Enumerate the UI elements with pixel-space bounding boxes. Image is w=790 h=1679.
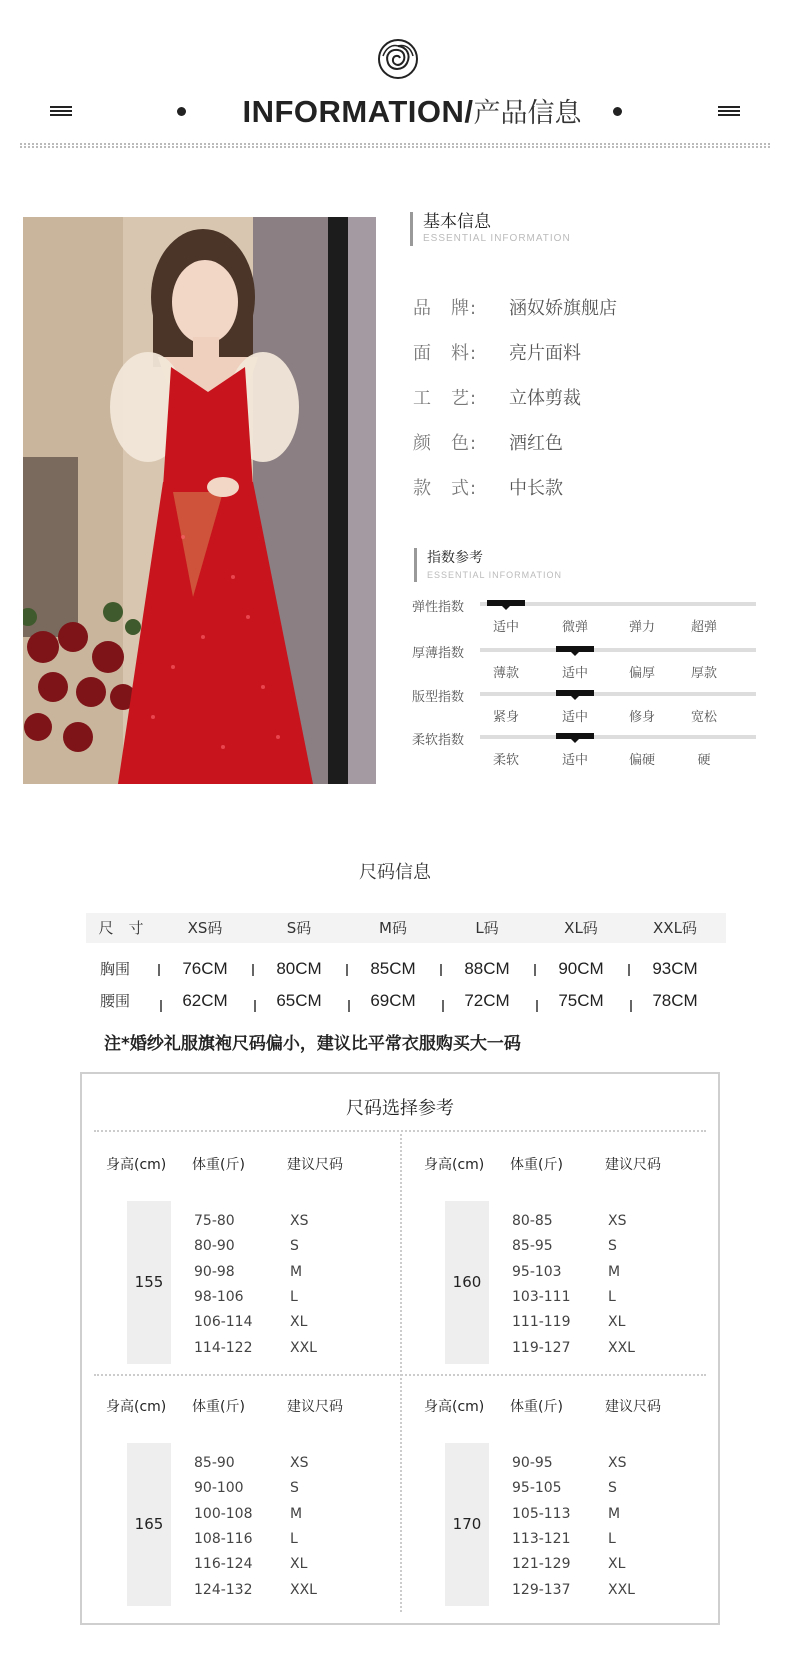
weight-range: 90-95 <box>512 1455 553 1471</box>
size-header-cell: S码 <box>286 919 312 937</box>
weight-range: 105-113 <box>512 1505 571 1522</box>
index-option: 适中 <box>492 620 519 635</box>
size-header-cell: XXL码 <box>653 919 697 937</box>
weight-range: 75-80 <box>194 1213 235 1229</box>
info-value: 中长款 <box>509 478 563 499</box>
info-value: 亮片面料 <box>509 343 581 364</box>
suggested-size: L <box>608 1530 616 1547</box>
reference-column-header: 建议尺码 <box>605 1157 661 1173</box>
info-label: 品 牌: <box>413 298 478 319</box>
weight-range: 114-122 <box>194 1339 253 1356</box>
size-cell: 93CM <box>652 959 698 978</box>
index-option: 弹力 <box>628 620 655 635</box>
weight-range: 103-111 <box>512 1288 571 1305</box>
reference-column-header: 体重(斤) <box>510 1399 563 1415</box>
weight-range: 124-132 <box>194 1581 253 1598</box>
index-option: 修身 <box>628 710 655 725</box>
index-option: 适中 <box>561 666 588 681</box>
suggested-size: L <box>608 1288 616 1305</box>
size-cell: 62CM <box>182 991 228 1010</box>
weight-range: 95-103 <box>512 1263 562 1280</box>
weight-range: 90-100 <box>194 1480 244 1497</box>
info-row-fabric <box>413 339 581 364</box>
index-track <box>480 692 756 696</box>
info-value: 立体剪裁 <box>509 388 581 409</box>
suggested-size: XS <box>290 1213 309 1229</box>
info-row-brand <box>413 294 617 319</box>
size-cell: 88CM <box>464 959 510 978</box>
size-cell: 69CM <box>370 991 416 1010</box>
suggested-size: XL <box>290 1314 308 1331</box>
rose-icon <box>377 38 419 80</box>
index-label: 版型指数 <box>412 690 465 705</box>
info-label: 款 式: <box>413 478 478 499</box>
weight-range: 129-137 <box>512 1581 571 1598</box>
suggested-size: S <box>608 1480 617 1497</box>
index-track <box>480 602 756 606</box>
size-info-title: 尺码信息 <box>359 862 431 883</box>
reference-column-header: 建议尺码 <box>287 1399 343 1415</box>
suggested-size: S <box>290 1238 299 1255</box>
reference-column-header: 体重(斤) <box>192 1399 245 1415</box>
weight-range: 113-121 <box>512 1530 571 1547</box>
index-option: 偏硬 <box>628 753 655 768</box>
index-option: 超弹 <box>690 620 717 635</box>
weight-range: 121-129 <box>512 1556 571 1573</box>
weight-range: 111-119 <box>512 1314 571 1331</box>
weight-range: 119-127 <box>512 1339 571 1356</box>
page-title <box>212 92 612 132</box>
reference-column-header: 身高(cm) <box>424 1157 485 1173</box>
size-cell: 76CM <box>182 959 228 978</box>
index-option: 宽松 <box>690 710 717 725</box>
suggested-size: L <box>290 1530 298 1547</box>
weight-range: 85-90 <box>194 1455 235 1471</box>
info-row-color <box>413 429 563 454</box>
size-cell: 65CM <box>276 991 322 1010</box>
index-option: 适中 <box>561 753 588 768</box>
reference-column-header: 体重(斤) <box>510 1157 563 1173</box>
size-cell: 75CM <box>558 991 604 1010</box>
index-option: 适中 <box>561 710 588 725</box>
size-header-cell: XS码 <box>187 919 223 937</box>
index-option: 柔软 <box>492 753 519 768</box>
product-photo <box>23 217 376 784</box>
suggested-size: M <box>290 1263 303 1280</box>
index-option: 微弹 <box>561 620 588 635</box>
info-row-craft <box>413 384 581 409</box>
basic-info-subtitle: ESSENTIAL INFORMATION <box>423 233 571 244</box>
suggested-size: S <box>290 1480 299 1497</box>
reference-column-header: 身高(cm) <box>106 1157 167 1173</box>
bullet-dot-icon <box>613 107 622 116</box>
height-value: 160 <box>445 1201 489 1364</box>
reference-column-header: 建议尺码 <box>287 1157 343 1173</box>
index-option: 紧身 <box>492 710 519 725</box>
header-bar <box>50 92 740 132</box>
size-reference-box <box>80 1072 720 1625</box>
page-title-en: INFORMATION/ <box>242 94 474 129</box>
info-value: 酒红色 <box>509 433 563 454</box>
size-cell: 85CM <box>370 959 416 978</box>
reference-column-header: 身高(cm) <box>424 1399 485 1415</box>
height-value: 155 <box>127 1201 171 1364</box>
weight-range: 108-116 <box>194 1530 253 1547</box>
header-divider <box>20 143 770 148</box>
size-cell: 78CM <box>652 991 698 1010</box>
index-option: 硬 <box>697 753 711 768</box>
suggested-size: XXL <box>290 1581 317 1598</box>
info-value: 涵奴娇旗舰店 <box>509 298 617 319</box>
index-track <box>480 648 756 652</box>
menu-lines-icon <box>50 106 72 116</box>
weight-range: 85-95 <box>512 1238 553 1255</box>
reference-column-header: 建议尺码 <box>605 1399 661 1415</box>
menu-lines-icon <box>718 106 740 116</box>
index-ref-heading <box>414 548 562 582</box>
suggested-size: XL <box>608 1314 626 1331</box>
suggested-size: XXL <box>608 1581 635 1598</box>
info-row-style <box>413 474 563 499</box>
info-label: 颜 色: <box>413 433 478 454</box>
index-marker <box>556 646 594 652</box>
index-option: 厚款 <box>690 666 717 681</box>
size-reference-group <box>102 1154 402 1384</box>
suggested-size: M <box>290 1505 303 1522</box>
height-value: 170 <box>445 1443 489 1606</box>
index-option: 偏厚 <box>628 666 655 681</box>
weight-range: 80-90 <box>194 1238 235 1255</box>
size-row-label: 胸围 <box>100 960 131 978</box>
index-option: 薄款 <box>492 666 519 681</box>
height-value: 165 <box>127 1443 171 1606</box>
weight-range: 95-105 <box>512 1480 562 1497</box>
size-header-cell: M码 <box>379 919 407 937</box>
size-row-label: 腰围 <box>100 992 131 1010</box>
suggested-size: XXL <box>608 1339 635 1356</box>
size-reference-group <box>102 1396 402 1626</box>
size-reference-title: 尺码选择参考 <box>346 1098 454 1119</box>
info-label: 面 料: <box>413 343 478 364</box>
suggested-size: L <box>290 1288 298 1305</box>
bullet-dot-icon <box>177 107 186 116</box>
basic-info-heading <box>410 212 571 246</box>
weight-range: 116-124 <box>194 1556 253 1573</box>
reference-column-header: 身高(cm) <box>106 1399 167 1415</box>
size-cell: 72CM <box>464 991 510 1010</box>
index-label: 弹性指数 <box>412 600 465 615</box>
suggested-size: XXL <box>290 1339 317 1356</box>
size-cell: 90CM <box>558 959 604 978</box>
index-label: 厚薄指数 <box>412 646 465 661</box>
index-marker <box>556 690 594 696</box>
suggested-size: S <box>608 1238 617 1255</box>
reference-column-header: 体重(斤) <box>192 1157 245 1173</box>
suggested-size: XS <box>608 1455 627 1471</box>
size-header-row <box>86 913 726 943</box>
weight-range: 106-114 <box>194 1314 253 1331</box>
page-title-cn: 产品信息 <box>473 98 582 129</box>
size-row-waist <box>86 988 726 1014</box>
suggested-size: XS <box>290 1455 309 1471</box>
weight-range: 80-85 <box>512 1213 553 1229</box>
size-cell: 80CM <box>276 959 322 978</box>
weight-range: 98-106 <box>194 1288 244 1305</box>
suggested-size: M <box>608 1505 621 1522</box>
suggested-size: XS <box>608 1213 627 1229</box>
reference-divider <box>94 1130 706 1132</box>
weight-range: 100-108 <box>194 1505 253 1522</box>
size-reference-group <box>420 1396 720 1626</box>
size-row-bust <box>86 956 726 982</box>
size-note: 注*婚纱礼服旗袍尺码偏小，建议比平常衣服购买大一码 <box>104 1034 521 1054</box>
size-header-cell: XL码 <box>564 919 598 937</box>
weight-range: 90-98 <box>194 1263 235 1280</box>
size-header-cell: L码 <box>475 919 499 937</box>
size-reference-group <box>420 1154 720 1384</box>
index-track <box>480 735 756 739</box>
index-marker <box>487 600 525 606</box>
info-label: 工 艺: <box>413 388 478 409</box>
suggested-size: XL <box>608 1556 626 1573</box>
index-ref-title: 指数参考 <box>427 550 483 566</box>
size-header-cell: 尺 寸 <box>98 919 144 937</box>
index-label: 柔软指数 <box>412 733 465 748</box>
suggested-size: M <box>608 1263 621 1280</box>
basic-info-title: 基本信息 <box>423 212 491 232</box>
index-marker <box>556 733 594 739</box>
suggested-size: XL <box>290 1556 308 1573</box>
index-ref-subtitle: ESSENTIAL INFORMATION <box>427 570 563 580</box>
